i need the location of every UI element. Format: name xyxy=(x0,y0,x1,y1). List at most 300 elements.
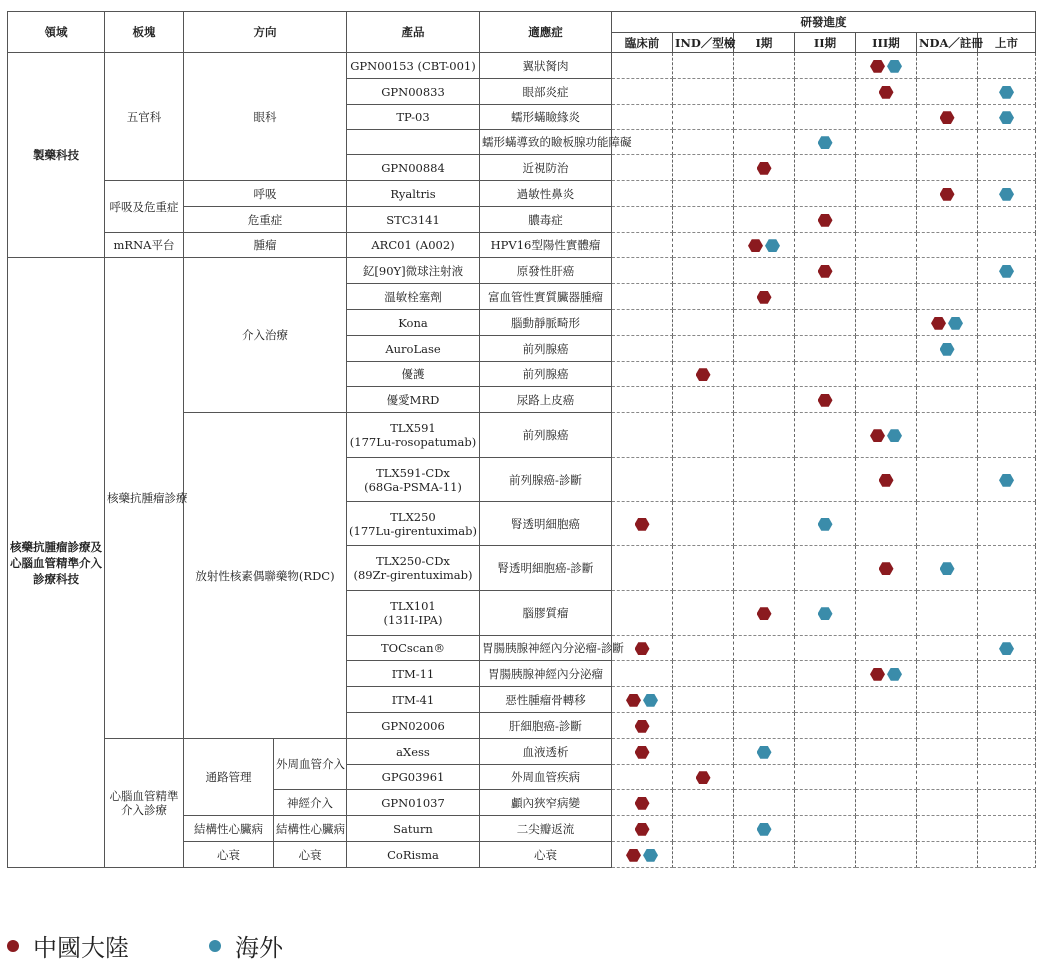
stage-cell xyxy=(856,362,917,387)
stage-cell xyxy=(978,790,1036,816)
overseas-marker-icon xyxy=(643,694,658,707)
stage-cell xyxy=(917,233,978,258)
stage-cell xyxy=(612,79,673,105)
stage-cell xyxy=(856,816,917,842)
stage-cell xyxy=(856,284,917,310)
stage-cell xyxy=(856,181,917,207)
indication-cell: 膿毒症 xyxy=(480,207,612,233)
stage-cell xyxy=(673,546,734,591)
stage-cell xyxy=(673,502,734,546)
stage-cell xyxy=(917,591,978,636)
product-cell xyxy=(347,546,480,591)
stage-header: I期 xyxy=(734,33,795,53)
stage-cell xyxy=(978,739,1036,765)
header-segment: 板塊 xyxy=(105,12,184,53)
header-field: 領域 xyxy=(8,12,105,53)
stage-cell xyxy=(856,546,917,591)
stage-cell xyxy=(673,79,734,105)
indication-cell: 腦膠質瘤 xyxy=(480,591,612,636)
stage-cell xyxy=(734,130,795,155)
stage-cell xyxy=(673,661,734,687)
direction-cell: 通路管理 xyxy=(184,739,274,816)
product-name: TLX591 xyxy=(390,421,436,435)
stage-cell xyxy=(917,310,978,336)
stage-cell xyxy=(734,591,795,636)
indication-cell: 胃腸胰腺神經內分泌瘤-診斷 xyxy=(480,636,612,661)
stage-cell xyxy=(917,842,978,868)
stage-cell xyxy=(795,591,856,636)
stage-cell xyxy=(673,105,734,130)
stage-cell xyxy=(917,258,978,284)
mainland-marker-icon xyxy=(626,849,641,862)
overseas-dot-icon xyxy=(209,940,221,952)
stage-cell xyxy=(978,155,1036,181)
stage-cell xyxy=(795,207,856,233)
stage-cell xyxy=(673,284,734,310)
stage-cell xyxy=(612,362,673,387)
stage-cell xyxy=(734,842,795,868)
overseas-marker-icon xyxy=(887,429,902,442)
stage-cell xyxy=(978,765,1036,790)
segment-cell: 核藥抗腫瘤診療 xyxy=(105,258,184,739)
indication-cell: 血液透析 xyxy=(480,739,612,765)
stage-cell xyxy=(978,336,1036,362)
product-cell: Ryaltris xyxy=(347,181,480,207)
stage-cell xyxy=(673,233,734,258)
stage-cell xyxy=(612,816,673,842)
indication-cell: 尿路上皮癌 xyxy=(480,387,612,413)
stage-cell xyxy=(795,310,856,336)
direction-cell: 放射性核素偶聯藥物(RDC) xyxy=(184,413,347,739)
stage-cell xyxy=(856,413,917,458)
stage-cell xyxy=(795,636,856,661)
indication-cell: 顱內狹窄病變 xyxy=(480,790,612,816)
stage-cell xyxy=(612,842,673,868)
stage-cell xyxy=(734,687,795,713)
stage-cell xyxy=(673,687,734,713)
stage-cell xyxy=(978,502,1036,546)
stage-cell xyxy=(673,336,734,362)
product-name: TLX250 xyxy=(390,509,436,524)
stage-cell xyxy=(673,765,734,790)
overseas-marker-icon xyxy=(999,642,1014,655)
stage-cell xyxy=(612,105,673,130)
indication-cell: 蠕形蟎瞼緣炎 xyxy=(480,105,612,130)
stage-cell xyxy=(856,336,917,362)
overseas-marker-icon xyxy=(757,823,772,836)
mainland-marker-icon xyxy=(818,265,833,278)
overseas-marker-icon xyxy=(999,188,1014,201)
stage-cell xyxy=(917,661,978,687)
header-indication: 適應症 xyxy=(480,12,612,53)
stage-cell xyxy=(673,310,734,336)
stage-cell xyxy=(917,790,978,816)
stage-cell xyxy=(795,790,856,816)
product-cell: STC3141 xyxy=(347,207,480,233)
stage-cell xyxy=(795,458,856,502)
mainland-marker-icon xyxy=(818,394,833,407)
stage-cell xyxy=(856,458,917,502)
product-name: TLX250-CDx xyxy=(376,554,450,568)
stage-cell xyxy=(917,546,978,591)
direction-cell: 結構性心臟病 xyxy=(184,816,274,842)
stage-cell xyxy=(795,105,856,130)
stage-cell xyxy=(612,790,673,816)
stage-cell xyxy=(795,53,856,79)
stage-cell xyxy=(917,765,978,790)
mainland-marker-icon xyxy=(879,86,894,99)
stage-cell xyxy=(978,591,1036,636)
overseas-marker-icon xyxy=(818,607,833,620)
overseas-marker-icon xyxy=(940,562,955,575)
stage-cell xyxy=(795,842,856,868)
stage-cell xyxy=(856,661,917,687)
mainland-marker-icon xyxy=(870,60,885,73)
mainland-marker-icon xyxy=(626,694,641,707)
stage-cell xyxy=(612,765,673,790)
product-cell: CoRisma xyxy=(347,842,480,868)
stage-cell xyxy=(795,79,856,105)
product-cell: GPN00833 xyxy=(347,79,480,105)
stage-cell xyxy=(734,207,795,233)
stage-cell xyxy=(673,181,734,207)
stage-cell xyxy=(612,207,673,233)
product-cell xyxy=(347,591,480,636)
indication-cell: 肝細胞癌-診斷 xyxy=(480,713,612,739)
mainland-marker-icon xyxy=(879,562,894,575)
overseas-marker-icon xyxy=(999,86,1014,99)
product-cell: aXess xyxy=(347,739,480,765)
stage-cell xyxy=(673,739,734,765)
mainland-marker-icon xyxy=(635,823,650,836)
stage-cell xyxy=(917,105,978,130)
stage-cell xyxy=(978,284,1036,310)
stage-cell xyxy=(978,310,1036,336)
stage-cell xyxy=(673,413,734,458)
stage-cell xyxy=(856,591,917,636)
stage-cell xyxy=(795,713,856,739)
legend-overseas xyxy=(209,928,283,963)
stage-cell xyxy=(734,502,795,546)
direction-cell: 危重症 xyxy=(184,207,347,233)
stage-cell xyxy=(978,661,1036,687)
subdirection-cell: 神經介入 xyxy=(274,790,347,816)
overseas-marker-icon xyxy=(887,668,902,681)
stage-cell xyxy=(795,687,856,713)
stage-cell xyxy=(734,413,795,458)
stage-cell xyxy=(856,207,917,233)
header-product: 產品 xyxy=(347,12,480,53)
stage-cell xyxy=(795,765,856,790)
stage-cell xyxy=(856,79,917,105)
stage-header: 臨床前 xyxy=(612,33,673,53)
stage-cell xyxy=(734,336,795,362)
stage-cell xyxy=(734,816,795,842)
stage-cell xyxy=(917,362,978,387)
product-cell: GPN00884 xyxy=(347,155,480,181)
overseas-marker-icon xyxy=(999,265,1014,278)
product-cell xyxy=(347,458,480,502)
stage-cell xyxy=(795,233,856,258)
stage-cell xyxy=(673,155,734,181)
stage-cell xyxy=(978,181,1036,207)
stage-cell xyxy=(734,636,795,661)
stage-cell xyxy=(856,105,917,130)
product-compound: (177Lu-girentuximab) xyxy=(349,523,477,538)
stage-cell xyxy=(978,546,1036,591)
stage-cell xyxy=(978,687,1036,713)
stage-cell xyxy=(734,458,795,502)
product-compound: (89Zr-girentuximab) xyxy=(353,568,473,582)
legend-overseas-label: 海外 xyxy=(235,934,283,962)
stage-cell xyxy=(734,310,795,336)
stage-cell xyxy=(978,79,1036,105)
stage-cell xyxy=(978,816,1036,842)
stage-cell xyxy=(856,687,917,713)
mainland-marker-icon xyxy=(870,429,885,442)
overseas-marker-icon xyxy=(757,746,772,759)
stage-header: II期 xyxy=(795,33,856,53)
legend xyxy=(7,928,363,963)
indication-cell: 腦動靜脈畸形 xyxy=(480,310,612,336)
product-cell: Saturn xyxy=(347,816,480,842)
stage-cell xyxy=(795,155,856,181)
stage-cell xyxy=(734,284,795,310)
stage-cell xyxy=(917,155,978,181)
segment-cell: mRNA平台 xyxy=(105,233,184,258)
stage-cell xyxy=(673,636,734,661)
stage-cell xyxy=(917,458,978,502)
stage-cell xyxy=(673,130,734,155)
stage-cell xyxy=(917,79,978,105)
stage-cell xyxy=(856,310,917,336)
stage-cell xyxy=(795,387,856,413)
stage-cell xyxy=(856,842,917,868)
stage-cell xyxy=(856,233,917,258)
indication-cell: 前列腺癌 xyxy=(480,362,612,387)
field-cell: 製藥科技 xyxy=(8,53,105,258)
mainland-marker-icon xyxy=(635,642,650,655)
mainland-marker-icon xyxy=(635,720,650,733)
overseas-marker-icon xyxy=(818,136,833,149)
legend-mainland-label: 中國大陸 xyxy=(33,934,129,962)
segment-cell: 心腦血管精準介入診療 xyxy=(105,739,184,868)
stage-cell xyxy=(978,105,1036,130)
indication-cell: 胃腸胰腺神經內分泌瘤 xyxy=(480,661,612,687)
stage-header: III期 xyxy=(856,33,917,53)
mainland-marker-icon xyxy=(931,317,946,330)
stage-cell xyxy=(734,79,795,105)
stage-cell xyxy=(734,546,795,591)
stage-cell xyxy=(978,458,1036,502)
stage-cell xyxy=(673,53,734,79)
product-cell: GPN02006 xyxy=(347,713,480,739)
stage-cell xyxy=(734,739,795,765)
stage-cell xyxy=(917,181,978,207)
stage-cell xyxy=(795,502,856,546)
stage-cell xyxy=(612,458,673,502)
stage-cell xyxy=(612,233,673,258)
product-name: TLX591-CDx xyxy=(376,465,450,480)
product-cell: ITM-11 xyxy=(347,661,480,687)
stage-cell xyxy=(612,53,673,79)
stage-cell xyxy=(917,53,978,79)
indication-cell: 蠕形蟎導致的瞼板腺功能障礙 xyxy=(480,130,612,155)
stage-cell xyxy=(856,155,917,181)
stage-cell xyxy=(673,258,734,284)
stage-header: 上市 xyxy=(978,33,1036,53)
stage-cell xyxy=(917,816,978,842)
stage-header: NDA／註冊 xyxy=(917,33,978,53)
stage-cell xyxy=(978,713,1036,739)
indication-cell: 前列腺癌-診斷 xyxy=(480,458,612,502)
direction-cell: 眼科 xyxy=(184,53,347,181)
mainland-marker-icon xyxy=(757,162,772,175)
product-compound: (131I-IPA) xyxy=(383,613,443,627)
indication-cell: 心衰 xyxy=(480,842,612,868)
subdirection-cell: 外周血管介入 xyxy=(274,739,347,790)
mainland-marker-icon xyxy=(879,474,894,487)
indication-cell: 惡性腫瘤骨轉移 xyxy=(480,687,612,713)
mainland-marker-icon xyxy=(940,188,955,201)
product-compound: (68Ga-PSMA-11) xyxy=(364,479,462,494)
stage-cell xyxy=(673,816,734,842)
field-cell: 核藥抗腫瘤診療及心腦血管精準介入診療科技 xyxy=(8,258,105,868)
stage-cell xyxy=(795,362,856,387)
indication-cell: 近視防治 xyxy=(480,155,612,181)
stage-cell xyxy=(673,458,734,502)
stage-cell xyxy=(612,284,673,310)
product-cell xyxy=(347,413,480,458)
stage-cell xyxy=(978,233,1036,258)
stage-cell xyxy=(917,687,978,713)
product-cell: 溫敏栓塞劑 xyxy=(347,284,480,310)
stage-cell xyxy=(734,790,795,816)
stage-cell xyxy=(795,130,856,155)
stage-cell xyxy=(856,765,917,790)
indication-cell: 前列腺癌 xyxy=(480,336,612,362)
product-cell: 優護 xyxy=(347,362,480,387)
stage-cell xyxy=(734,661,795,687)
mainland-marker-icon xyxy=(635,746,650,759)
product-cell: 優愛MRD xyxy=(347,387,480,413)
segment-cell: 呼吸及危重症 xyxy=(105,181,184,233)
stage-cell xyxy=(917,130,978,155)
overseas-marker-icon xyxy=(643,849,658,862)
stage-cell xyxy=(734,713,795,739)
stage-cell xyxy=(978,413,1036,458)
overseas-marker-icon xyxy=(765,239,780,252)
indication-cell: 富血管性實質臟器腫瘤 xyxy=(480,284,612,310)
stage-cell xyxy=(673,207,734,233)
mainland-marker-icon xyxy=(696,771,711,784)
stage-cell xyxy=(612,336,673,362)
stage-cell xyxy=(917,284,978,310)
stage-cell xyxy=(734,258,795,284)
stage-cell xyxy=(917,713,978,739)
overseas-marker-icon xyxy=(999,111,1014,124)
pipeline-table xyxy=(7,11,1036,868)
stage-cell xyxy=(734,362,795,387)
product-cell: Kona xyxy=(347,310,480,336)
stage-cell xyxy=(917,502,978,546)
stage-cell xyxy=(612,502,673,546)
product-cell xyxy=(347,502,480,546)
stage-cell xyxy=(612,387,673,413)
stage-cell xyxy=(978,636,1036,661)
mainland-marker-icon xyxy=(757,607,772,620)
stage-cell xyxy=(612,591,673,636)
stage-cell xyxy=(978,53,1036,79)
stage-cell xyxy=(612,546,673,591)
stage-cell xyxy=(612,310,673,336)
subdirection-cell: 結構性心臟病 xyxy=(274,816,347,842)
product-cell: GPN00153 (CBT-001) xyxy=(347,53,480,79)
indication-cell: 腎透明細胞癌 xyxy=(480,502,612,546)
stage-cell xyxy=(673,790,734,816)
stage-cell xyxy=(673,842,734,868)
stage-cell xyxy=(795,546,856,591)
indication-cell: 外周血管疾病 xyxy=(480,765,612,790)
mainland-marker-icon xyxy=(757,291,772,304)
product-name: TLX101 xyxy=(390,599,436,613)
stage-cell xyxy=(673,591,734,636)
stage-cell xyxy=(734,53,795,79)
stage-cell xyxy=(673,387,734,413)
mainland-marker-icon xyxy=(818,214,833,227)
stage-cell xyxy=(856,739,917,765)
product-cell: 釔[90Y]微球注射液 xyxy=(347,258,480,284)
stage-cell xyxy=(978,258,1036,284)
stage-cell xyxy=(612,713,673,739)
stage-cell xyxy=(734,155,795,181)
indication-cell: HPV16型陽性實體瘤 xyxy=(480,233,612,258)
stage-cell xyxy=(856,130,917,155)
stage-cell xyxy=(734,233,795,258)
stage-cell xyxy=(612,687,673,713)
indication-cell: 原發性肝癌 xyxy=(480,258,612,284)
stage-cell xyxy=(612,661,673,687)
stage-cell xyxy=(917,413,978,458)
header-progress: 研發進度 xyxy=(612,12,1036,33)
stage-cell xyxy=(795,284,856,310)
product-compound: (177Lu-rosopatumab) xyxy=(349,435,477,449)
stage-cell xyxy=(917,207,978,233)
mainland-marker-icon xyxy=(635,518,650,531)
indication-cell: 二尖瓣返流 xyxy=(480,816,612,842)
stage-cell xyxy=(795,413,856,458)
stage-cell xyxy=(795,181,856,207)
stage-cell xyxy=(917,739,978,765)
stage-cell xyxy=(917,336,978,362)
product-cell: ITM-41 xyxy=(347,687,480,713)
stage-cell xyxy=(856,502,917,546)
stage-cell xyxy=(612,181,673,207)
overseas-marker-icon xyxy=(818,518,833,531)
stage-cell xyxy=(978,362,1036,387)
stage-cell xyxy=(856,636,917,661)
indication-cell: 眼部炎症 xyxy=(480,79,612,105)
mainland-marker-icon xyxy=(635,797,650,810)
overseas-marker-icon xyxy=(940,343,955,356)
stage-cell xyxy=(734,105,795,130)
indication-cell: 過敏性鼻炎 xyxy=(480,181,612,207)
segment-cell: 五官科 xyxy=(105,53,184,181)
legend-mainland xyxy=(7,928,129,963)
stage-cell xyxy=(734,387,795,413)
direction-cell: 呼吸 xyxy=(184,181,347,207)
stage-cell xyxy=(795,336,856,362)
